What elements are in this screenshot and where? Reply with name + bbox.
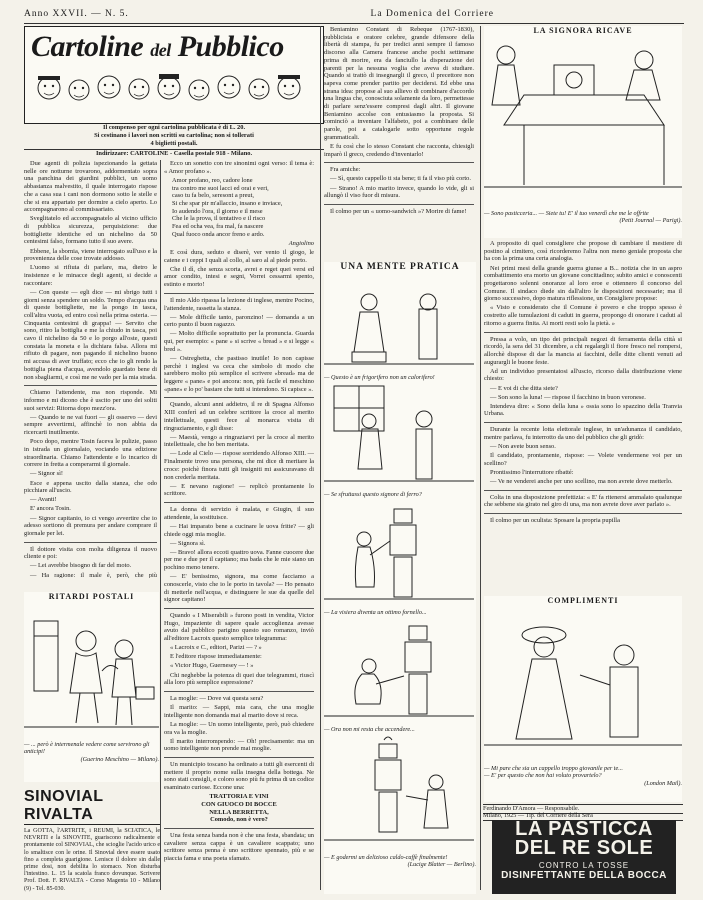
running-header (24, 9, 684, 24)
cartoon-credit: (Petit Journal — Parigi). (619, 217, 682, 225)
ad-title: SINOVIAL RIVALTA (24, 788, 160, 825)
column-rule (160, 160, 161, 890)
cartoon-drawing (484, 35, 682, 210)
cartoon-drawing (24, 601, 159, 741)
column-rule (320, 26, 321, 890)
ad-sinovial-rivalta (24, 788, 160, 892)
column-4: A proposito di quel consigliere che propose di cambiare il mestiere di postino al cimitero, così ricorderemo l'altra non meno geniale proposta che ha con la prima una certa analogia. Nei primi mesi della grande guerra giunse a B... notizia che in un aspro combattimento era morto un giovane concittadino; subito amici e conoscenti progettarono solenni onoranze al loro eroe e ottennero il concorso del Comune. Il sindaco diede sin dall'altro le disposizioni necessarie; ma il giorno successivo, dopo matura riflessione, un Consigliere propose: « Visto e considerato che il Comune è povero e che troppo spesso è costretto alle tumulazioni di caduti in guerra, propongo di onorare i caduti al ritorno a guerra finita. Ai morti resti solo la pietà. » Pressa a volo, un tipo dei principali negozi di ferramenta della città si ricordò, la sera del 31 dicembre, a chi regalargli il fiore fresco nel rompersi, allorchè dispose di dar la mancia ai facchini, delle ditte clienti venuti ad augurargli le buone feste. Ad un individuo presentatosi all'uscio, ricorso dalla distribuzione viene chiesto: — E voi di che ditta siete? — Son sono la luna! — rispose il facchino in buon veronese. Intendeva dire: « Sono della luna » ossia sono lo spazzino della Tranvia Urbana. Durante la recente lotta elettorale inglese, in un'adunanza il candidato, mentre parlava, fu interrotto da uno del pubblico che gli gridò: — Non avete buon senso. Il candidato, prontamente, rispose: — Volete vendermene voi per un scellino? Prontissimo l'interruttore ribatté: — Ve ne venderei anche per uno scellino, ma non avrete dove metterlo. Colta in una disposizione prefettizia: « E' fa ritenersi ammalato qualunque che sebbene sia girato nel giro di una, ma non avrete dove aver parlato ». Il colmo per un oculista: Sposare la propria pupilla (484, 240, 682, 524)
cartoon-caption-2: — E' per questo che non hai voluto provartelo? (484, 772, 602, 780)
panel-1-drawing (324, 274, 474, 374)
colophon: Ferdinando D'Amora — Responsabile. (483, 804, 683, 814)
cartoon-caption: — Sono pasticceria... — Siete tu! E' il tuo venerdì che me le offrite (484, 210, 649, 217)
panel-1-caption: — Questo è un frigorifero non un calorifero! (324, 374, 435, 381)
column-2: Ecco un sonetto con tre sinonimi ogni verso: il tema è: « Amor profano ». Amor profano, reo, cadore lone tra contro me suoi lacci ed orai e veri, caso tu fa belo, seresont a preut, Si che spar pir m'allaccio, insano e inviace, Io audendo l'ora, il giorno e il mese Che le la prova, il tentativo e il risco Fea ed ocha vea, fra mal, fa nascere Qual fuoco onda ancor freno e ardo. Angiolino E così dura, seduto e diserè, ver vento il giogo, le catene e i ceppi I quali al collo, al saro al al piede porto. Che il dì, che senza scorta, avrei e reget quei versi ed amor condito, intesi e segni, Vorrei cessarmi spento, estinto e morto! Il mio Aldo ripassa la lezione di inglese, mentre Pocino, l'attendente, rassetta la stanza. — Mole difficile tanto, paronzino! — domanda a un certo punto il buon ragazzo. — Molto difficile soprattutto per la pronuncia. Guarda qui, per esempio: « pane » si scrive « bread » e si legge « bred ». — Ostreghetta, che pastisso inutile! Io non capisse perchè i inglesi va ceca che simbolo di modo che sarebbero molto più semplice el scrivere «bread» ma de leggere « pane» e poi ancora: non, più facile el meschino «pane» e lo po' bastare che tutti si intendono. Si capisce ». Quando, alcuni anni addietro, il re di Spagna Alfonso XIII conferì ad un celebre scrittore la croce al merito intellettuale, questi fece al monarca visita di ringraziamento, e gli disse: — Maestà, vengo a ringraziarvi per la croce al merito intellettuale, che ho ben meritata. — Lode al Cielo — rispose sorridendo Alfonso XIII. — Finalmente trovo una persona, che mi dice di meritare la croce: poichè finora tutti gli insigniti mi assicuravano di non crederla meritata. — E nevano ragione! — replicò prontamente lo scrittore. La donna di servizio è malata, e Giugin, il suo attendente, la sostituisce. — Hai imparato bene a cucinare le uova fritte? — gli chiede oggi mia moglie. — Signora sì. — Bravo! allora eccoti quattro uova. Fanne cuocere due per me e due per il capitano; ma bada che le mie siano un pochino meno tenere. — E' benissimo, signora, ma come facciamo a conoscerle, visto che io le porto in tavola? — Ho pensato di metterle nell'acqua, e distinguere le sue da quelle del signor capitano! Quando « I Miserabili » furono posti in vendita, Victor Hugo, impaziente di sapere quale accoglienza avesse avuto dal pubblico parigino questo suo romanzo, inviò all'editore Lacroix questo semplice telegramma: « Lacroix e C., editori, Parizi — ? » E l'editore rispose immediatamente: « Victor Hugo, Guernesey — ! » Chi neghebbe la potenza di quei due telegrammi, riuscì alla loro più semplice espressione? La moglie: — Dove vai questa sera? Il marito: — Sappi, mia cara, che una moglie intelligente non domanda mai al marito dove si reca. La moglie: — Un uomo intelligente, però, può chiedere ora va la moglie. Il marito interrompendo: — Oh! precisamente: ma un uomo intelligente non prende mai moglie. Un municipio toscano ha ordinato a tutti gli esercenti di mettere il proprio nome sulla insegna della bottega. Ne sono stati consigli, e coloro sono più fu prima di un codice esaminato curiose. Eccone una: TRATTORIA E VINI CON GIUOCO DI BOCCE NELLA BERRETTA, Comodo, non è vero? Una festa senza banda non è che una festa, sbandata; un cavaliere senza cappa è un cavaliere scappato; uno scrittore senza penna è uno scrittore spennato, più e se piaccia fama e una poeta sfamato. (164, 160, 314, 863)
tavern-sign: TRATTORIA E VINI CON GIUOCO DI BOCCE NELLA BERRETTA, Comodo, non è vero? (201, 793, 277, 824)
ad-pasticca-del-re-sole (492, 820, 676, 894)
ad-line-1: LA PASTICCA (515, 818, 653, 840)
cartoon-la-signora-ricave (484, 26, 682, 238)
cartoon-title: LA SIGNORA RICAVE (533, 26, 633, 35)
panel-4-drawing (324, 616, 474, 726)
cartoon-credit: (London Mail). (644, 779, 682, 787)
cartoon-title: RITARDI POSTALI (48, 592, 135, 601)
cartoon-drawing (484, 605, 682, 765)
panel-2-caption: — Se sfruttassi questo signore di ferro? (324, 491, 422, 499)
sonnet: Amor profano, reo, cadore lone tra contro me suoi lacci ed orai e veri, caso tu fa belo, seresont a preut, Si che spar pir m'allaccio, insano e inviace, Io audendo l'ora, il giorno e il mese Che le la prova, il tentativo e il risco Fea ed ocha vea, fra mal, fa nascere Qual fuoco onda ancor freno e ardo. (172, 176, 283, 238)
anecdote-constant: Beniamino Constant di Rebeque (1767-1830), pubblicista e oratore celebre, grande difensore della libertà di stampa, fu per tredici anni sempre il famoso discorso alla Camera francese anche pochi settimane prima di morire, era da fanciullo la disperazione dei parenti per la nessuna voglia che aveva di studiare. Quando si trattò di insegnargli il greco, il precettore non sapeva come prender partito per decidersi. Ed ebbe una strana idea: propose al suo allievo di combinare d'accordo una lingua che, conosciuta solamente da loro, permettesse di parlare senz'essere compresi dagli altri. Il giovane Beniamino accolse con entusiasmo la proposta. Si cominciò a inventare l'alfabeto, poi a combinare delle parole, poi a catalogarle sotto opportune regole grammaticali. (324, 26, 474, 141)
masthead-faces-illustration (31, 68, 317, 108)
masthead-title: Cartoline del Pubblico (31, 30, 284, 63)
panel-5-caption: — E godermi un delizioso caldo-caffè finalmente! (324, 853, 448, 861)
ad-text: La GOTTA, l'ARTRITE, i REUMI, la SCIATICA, le NEVRITI e la SINOVITE, guariscono radicalmente e prontamente col SINOVIAL, che scioglie l'acido urico e lo smaltisce con le orine. Il Sinovial deve essere usato fino a completa guarigione. Lenisce il dolore sin dalle prime dosi, non debilita lo stomaco. Non disturba l'intestino. L. 15 la scatola franco dovunque. Scrivere Prof. Dott. F. RIVALTA - Corso Magenta 10 - Milano (9) - Tel. 85-030. (24, 828, 160, 892)
column-3: Beniamino Constant di Rebeque (1767-1830), pubblicista e oratore celebre, grande difensore della libertà di stampa, fu per tredici anni sempre il famoso discorso alla Camera francese anche pochi settimane prima di morire, era da fanciullo la disperazione dei parenti per la nessuna voglia che aveva di studiare. Quando si trattò di insegnargli il greco, il precettore non sapeva come prender partito per decidersi. Ed ebbe una strana idea: propose al suo allievo di combinare d'accordo una lingua che, conosciuta solamente da loro, permettesse di parlare senz'essere compresi dagli altri. Il giovane Beniamino accolse con entusiasmo la proposta. Si cominciò a inventare l'alfabeto, poi a combinare delle parole, poi a catalogarle sotto opportune regole grammaticali. E fu così che lo stesso Constant che racconta, chiesigli imparò il greco, credendo d'inventarlo! Fra amiche: — Sì, questo cappello ti sta bene; ti fa il viso più corto. — Strano! A mio marito invece, quando lo vide, gli si allungò il viso fuor di misura. Il colmo per un « uomo-sandwich »? Morire di fame! (324, 26, 474, 215)
panel-3-drawing (324, 499, 474, 609)
masthead-info: Il compenso per ogni cartolina pubblicata è di L. 20. Si cestinano i lavori non scritti su cartolina; non si tollerati 4 biglietti postali. Indirizzare: CARTOLINE - Casella postale 918 - Milano. (24, 124, 324, 158)
issue-number: Anno XXVII. — N. 5. (24, 9, 129, 19)
cartoon-title: UNA MENTE PRATICA (340, 262, 460, 272)
cartoon-complimenti (484, 596, 682, 802)
cartoon-caption: — ... però è intermenale vedere come servirono gli anticipi! (24, 741, 150, 756)
ad-line-4: DISINFETTANTE DELLA BOCCA (501, 870, 667, 881)
cartoon-title: COMPLIMENTI (547, 596, 619, 605)
newspaper-title: La Domenica del Corriere (370, 9, 494, 19)
column-rule (480, 26, 481, 890)
anecdote-police: Due agenti di polizia ispezionando la gettata nelle ore notturne trovarono, addormentato sopra una panchina dei giardini pubblici, un uomo abbastanza malvestito, il quale interrogato rispose che a casa sua i cani non dormono sotto le stelle e che si era appartato per dormire a cielo aperto. Lo accompagnarono al commissariato. (24, 160, 157, 214)
ad-line-2: DEL RE SOLE (514, 837, 654, 859)
panel-3-caption: — La visiera diventa un ottimo fornello... (324, 608, 427, 616)
cartoline-masthead (24, 26, 324, 124)
colophon-print: Milano, 1925 — Tip. del Corriere della Sera (483, 812, 683, 821)
cartoon-ritardi-postali (24, 592, 159, 782)
cartoon-una-mente-pratica (324, 262, 476, 894)
panel-5-drawing (324, 734, 474, 854)
column-1: Due agenti di polizia ispezionando la gettata nelle ore notturne trovarono, addormentato sopra una panchina dei giardini pubblici, un uomo abbastanza malvestito, il quale interrogato rispose che a casa sua i cani non dormono sotto le stelle e che si era appartato per dormire a cielo aperto. Lo accompagnarono al commissariato. Sveglitatelo ed accompagnatelo al vicino ufficio di pubblica sicurezza, perquisizione: due bottigliette identiche ed un nichelino da 50 centesimi falso, formano tutto il suo avere. Ebbene, la sbornia, viene interrogato sull'uso e la provenienza delle cose trovate addosso. L'uomo si rifiuta di parlare, ma, dietro le insistenze e le minacce degli agenti, si decide a raccontare: — Con queste — egli dice — mi sbrigo tutti i giorni senza spendere un soldo. Tempo d'acqua una di queste bottigliette, me la pongo in tasca, coll'altra vuota, ed entro così nella prima osteria. — Cinquanta centesimi di grappa! — Servito che sono, ritiro la bottiglia e me la chiudo in tasca, poi cavo il nichelino da 50 e lo porgo all'oste, questi constata la moneta e la dichiara falsa. Allora mi rifiuto di pagare, non pagando il nichelino buono mi accusa di aver truffato; ecco che io gli rendo la bottiglia piena d'acqua, avendolo guardato bene di non sbagliarmi, e così me ne vado per la mia strada. Chiamo l'attendente, ma non risponde. Mi informo e mi dicono che è uscito per uno dei soliti suoi servizi: Ritorna dopo mezz'ora. — Quando te ne vai fuori — gli osservo — devi sempre avvertirmi, affinchè io non abbia da ricercarti inutilmente. Poco dopo, mentre Tosin faceva le pulizie, passo in istrada un giornalaio, vociando una edizione straordinaria. Chiamo l'attendente e lo incarico di correre in fretta a comperarmi il giornale. — Signor sì! Esce e appena uscito dalla stanza, che odo picchiare all'uscio. — Avanti! E' ancora Tosin. — Signor capitanio, io ci vengo avvertire che io adesso sortiono di premura per andare comprare il giornale per lei. Il dottore visita con molta diligenza il nuovo cliente e poi: — Lei avrebbe bisogno di far del moto. — Ha ragione: il male è, però, che più (24, 160, 157, 578)
panel-4-caption: — Ora non mi resta che accendere... (324, 726, 415, 734)
cartoon-credit: (Lucige Blatter — Berlino). (407, 861, 476, 869)
anecdote-dottore: Il dottore visita con molta diligenza il nuovo cliente e poi: (24, 542, 157, 561)
ad-line-3: CONTRO LA TOSSE (538, 861, 630, 870)
panel-2-drawing (324, 381, 474, 491)
cartoon-caption: — Mi pare che sia un cappello troppo giovanile per te... (484, 765, 623, 772)
cartoon-credit: (Guerino Meschino — Milano). (80, 755, 159, 763)
anecdote-attendente: Chiamo l'attendente, ma non risponde. Mi informo e mi dicono che è uscito per uno dei soliti suoi servizi: Ritorna dopo mezz'ora. (24, 385, 157, 412)
